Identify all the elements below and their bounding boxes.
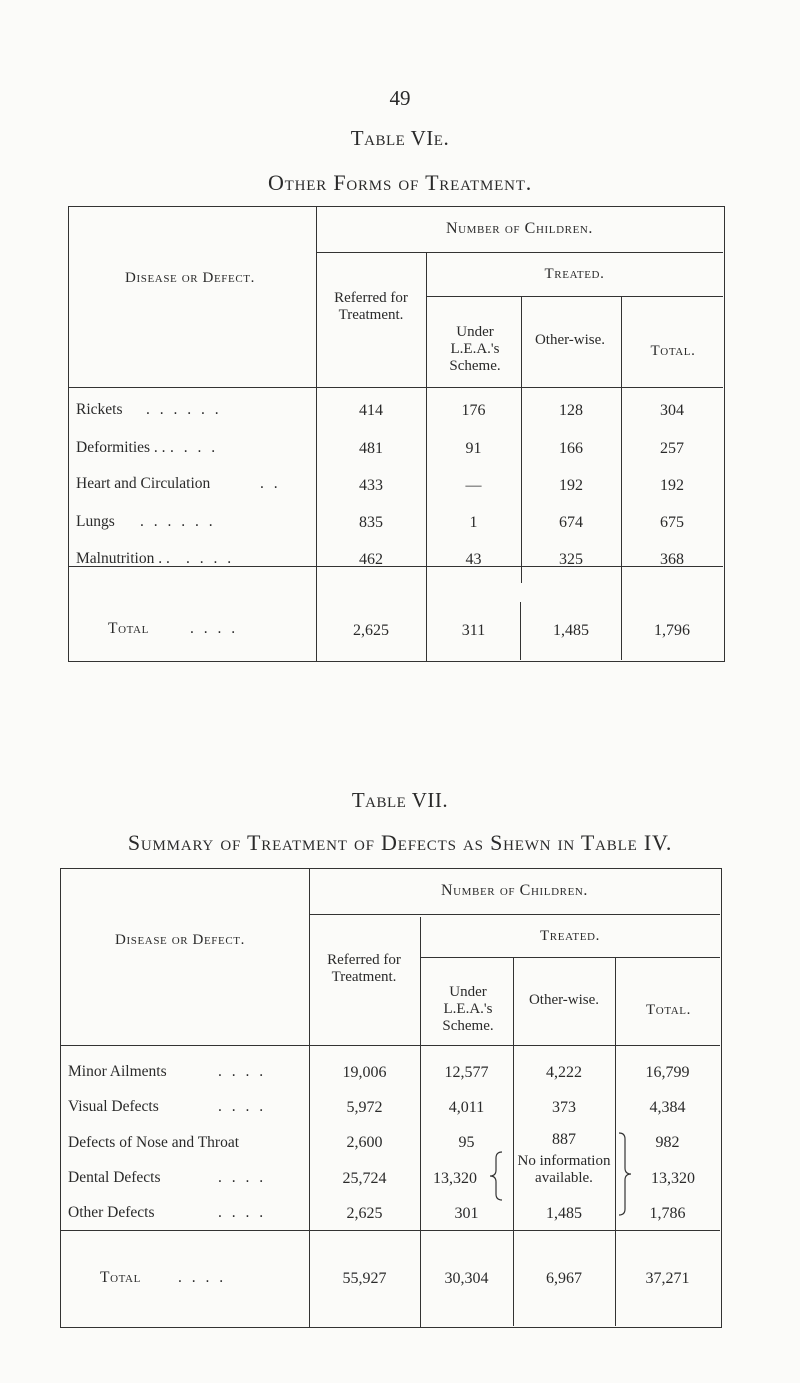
row-label: Deformities . . [76,439,166,456]
table-6-header-under: Under L.E.A.'s Scheme. [449,324,501,374]
row-label: Defects of Nose and Throat [68,1134,240,1151]
row-label: Other Defects [68,1204,155,1221]
row-label: Rickets [76,401,123,418]
total-label: Total [108,620,149,637]
table-6-header-referred: Referred for Treatment. [334,290,408,323]
table-7-header-treated: Treated. [540,928,600,944]
table-6-subtitle: Other Forms of Treatment. [267,170,532,195]
row-label: Heart and Circulation [76,475,211,492]
table-7-header-referred: Referred for Treatment. [327,952,401,985]
row-label: Minor Ailments [68,1063,167,1080]
table-6-header-treated: Treated. [544,266,605,282]
brace-under-icon [488,1150,508,1202]
table-7-subtitle: Summary of Treatment of Defects as Shewn in Table IV. [127,830,673,855]
table-7-title: Table VII. [351,788,449,812]
table-7-header-total: Total. [646,1002,691,1018]
table-7-header-under: Under L.E.A.'s Scheme. [442,984,494,1034]
table-6-header-other: Other-wise. [534,332,606,348]
row-label: Dental Defects [68,1169,161,1186]
table-7-header-disease: Disease or Defect. [115,932,245,948]
row-label: Lungs [76,513,115,530]
row-label: Visual Defects [68,1098,159,1115]
table-7-header-other: Other-wise. [528,992,600,1008]
page-number: 49 [389,86,411,110]
table-6-title: Table VIe. [350,126,450,150]
table-7-header-number: Number of Children. [440,882,589,899]
table-6-header-disease: Disease or Defect. [125,270,255,286]
total-label: Total [100,1269,141,1286]
row-label: Malnutrition . . [76,550,170,567]
table-6-header-total: Total. [650,343,696,359]
table-6-header-number: Number of Children. [445,220,594,237]
brace-total-icon [617,1131,633,1217]
